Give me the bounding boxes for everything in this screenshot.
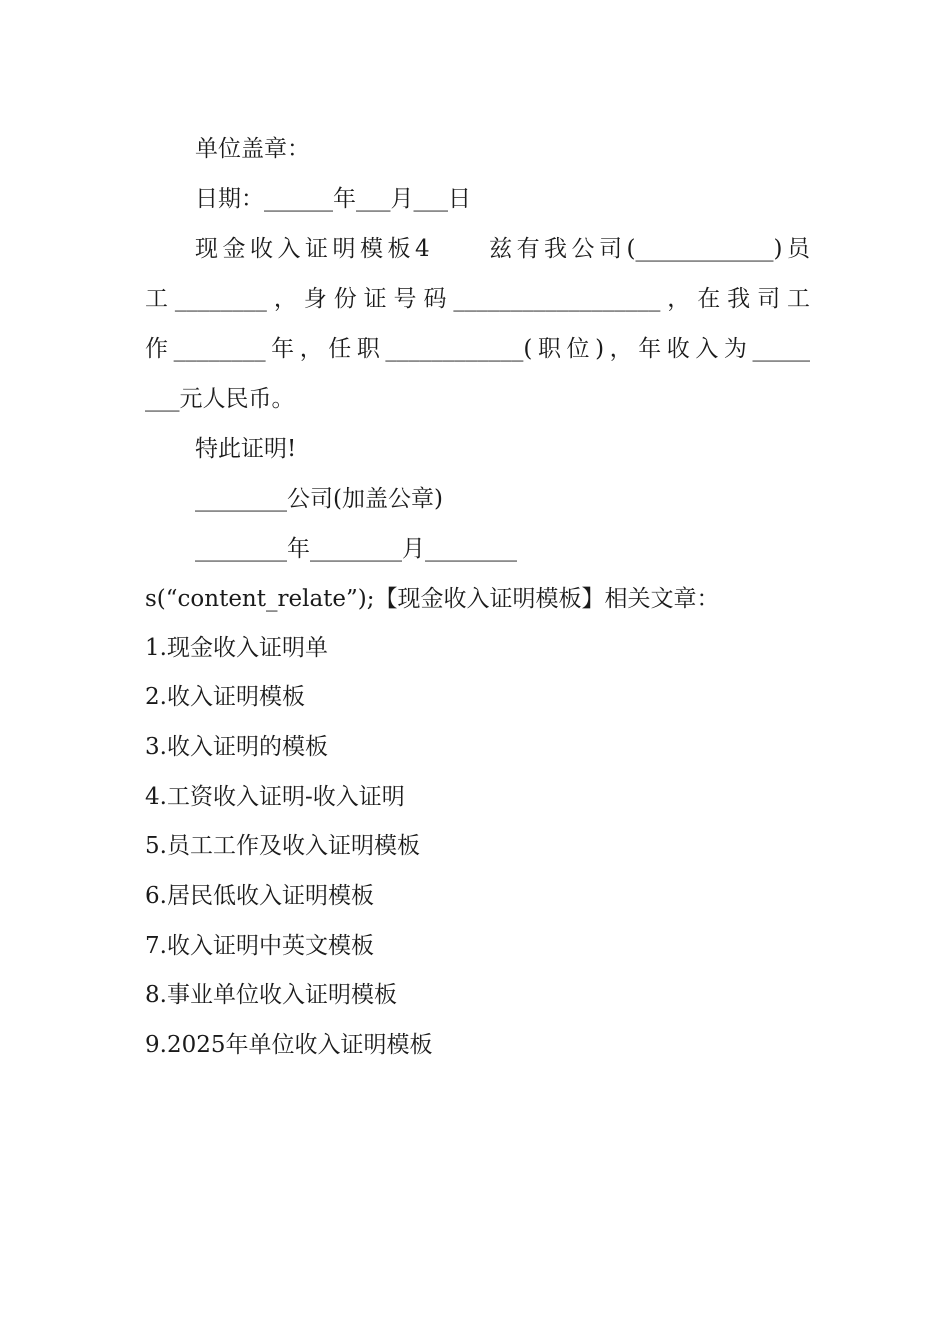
- related-article-link[interactable]: 1.现金收入证明单: [145, 635, 328, 661]
- company-seal-line: ________公司(加盖公章): [195, 486, 443, 512]
- date-line: 日期：______年___月___日: [195, 186, 471, 212]
- related-article-link[interactable]: 9.2025年单位收入证明模板: [145, 1032, 433, 1058]
- related-article-link[interactable]: 8.事业单位收入证明模板: [145, 982, 397, 1008]
- related-article-link[interactable]: 2.收入证明模板: [145, 684, 305, 710]
- related-article-link[interactable]: 6.居民低收入证明模板: [145, 883, 374, 909]
- template-4-paragraph-line-2: 工________，身份证号码__________________，在我司工: [145, 286, 810, 312]
- related-article-link[interactable]: 4.工资收入证明-收入证明: [145, 784, 405, 810]
- related-article-link[interactable]: 7.收入证明中英文模板: [145, 933, 374, 959]
- template-4-paragraph-line-3: 作________年，任职____________(职位)，年收入为_____: [145, 336, 810, 362]
- signature-date-line: ________年________月________: [195, 536, 517, 562]
- template-4-paragraph-line-4: ___元人民币。: [145, 386, 295, 412]
- certification-statement: 特此证明!: [195, 436, 297, 462]
- template-4-paragraph-line-1: 现金收入证明模板4 兹有我公司(____________)员: [195, 236, 810, 262]
- related-articles-heading: s(“content_relate”);【现金收入证明模板】相关文章：: [145, 586, 720, 612]
- unit-seal-line: 单位盖章：: [195, 136, 310, 162]
- related-article-link[interactable]: 5.员工工作及收入证明模板: [145, 833, 420, 859]
- related-article-link[interactable]: 3.收入证明的模板: [145, 734, 328, 760]
